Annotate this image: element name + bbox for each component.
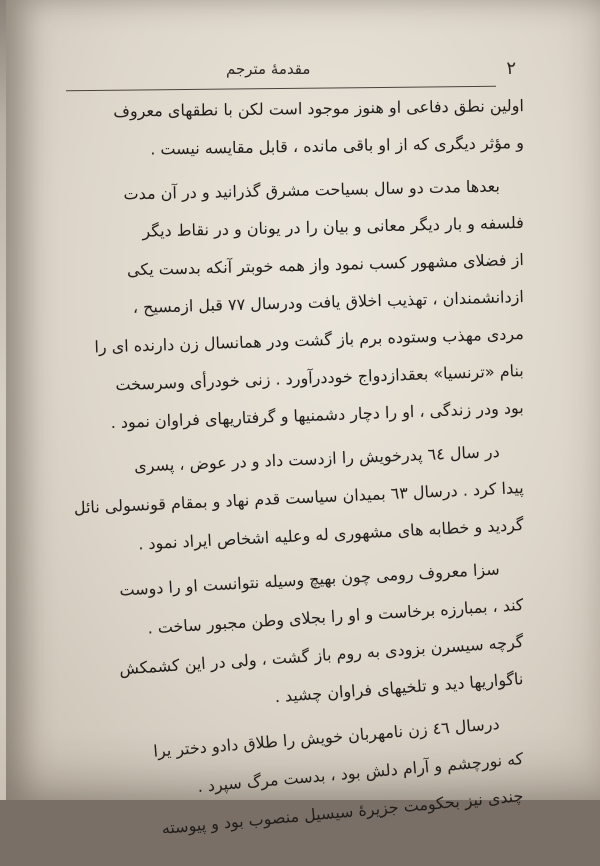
text-line: ازدانشمندان ، تهذیب اخلاق یافت ودرسال ۷۷ قبل ازمسیح ، — [132, 287, 525, 317]
text-line: بود ودر زندگی ، او را دچار دشمنیها و گرفتاریهای فراوان نمود . — [110, 398, 525, 433]
text-line: فلسفه و بار دیگر معانی و بیان را در یونان و در نقاط دیگر — [142, 213, 525, 241]
text-line: کند ، بمبارزه برخاست و او را بجلای وطن مجبور ساخت . — [146, 595, 525, 638]
book-page — [6, 0, 600, 838]
text-line: ناگواریها دید و تلخیهای فراوان چشید . — [274, 669, 525, 707]
text-line: گردید و خطابه های مشهوری له وعلیه اشخاص ایراد نمود . — [137, 515, 525, 554]
text-line: مردی مهذب وستوده برم باز گشت ودر همانسال زن دارنده ای را — [94, 324, 525, 357]
text-line: که نورچشم و آرام دلش بود ، بدست مرگ سپرد . — [196, 749, 525, 796]
text-line: از فضلای مشهور کسب نمود واز همه خوبتر آنکه بدست یکی — [126, 250, 525, 280]
body-text — [54, 96, 525, 838]
running-title: مقدمهٔ مترجم — [226, 60, 311, 78]
page-header — [76, 58, 516, 88]
text-line: سزا معروف رومی چون بهیچ وسیله نتوانست او را دوست — [118, 559, 501, 600]
text-line: بعدها مدت دو سال بسیاحت مشرق گذرانید و در آن مدت — [123, 176, 501, 204]
page-number: ۲ — [506, 58, 516, 79]
text-line: بنام «ترنسیا» بعقدازدواج خوددرآورد . زنی خودرأی وسرسخت — [115, 361, 525, 395]
text-line: و مؤثر دیگری که از او باقی مانده ، قابل مقایسه نیست . — [150, 133, 525, 159]
text-line: درسال ٤٦ زن نامهربان خویش را طلاق دادو دختر یرا — [152, 713, 501, 761]
text-line: اولین نطق دفاعی او هنوز موجود است لکن با نطقهای معروف — [113, 96, 525, 121]
text-line: در سال ٦٤ پدرخویش را ازدست داد و در عوض ، پسری — [133, 441, 501, 476]
text-line: چندی نیز بحکومت جزیرهٔ سیسیل منصوب بود و پیوسته — [160, 786, 525, 838]
text-line: گرچه سیسرن بزودی به روم باز گشت ، ولی در این کشمکش — [118, 632, 525, 679]
text-line: پیدا کرد . درسال ٦۳ بمیدان سیاست قدم نهاد و بمقام قونسولی نائل — [73, 478, 525, 518]
